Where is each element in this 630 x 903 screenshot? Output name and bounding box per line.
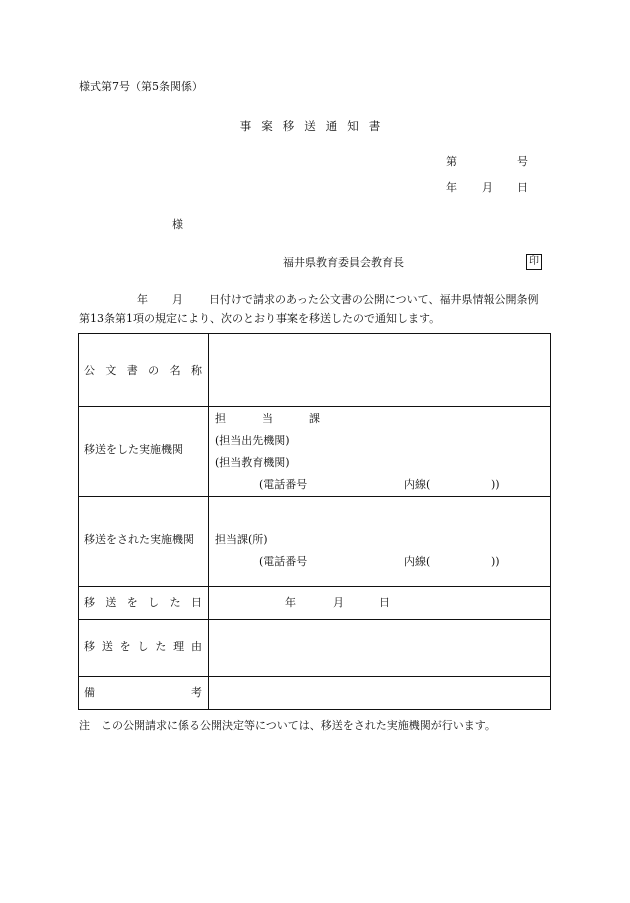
recipient-suffix: 様 bbox=[172, 218, 183, 231]
reference-go: 号 bbox=[517, 155, 528, 168]
closing-paren-2: )) bbox=[491, 555, 500, 568]
transfer-date-month: 月 bbox=[333, 596, 344, 609]
label-remarks: 備 考 bbox=[84, 686, 202, 699]
reference-dai: 第 bbox=[446, 155, 457, 168]
issuer-name: 福井県教育委員会教育長 bbox=[283, 256, 404, 269]
label-transferring-agency: 移送をした実施機関 bbox=[84, 443, 183, 456]
transfer-date-year: 年 bbox=[285, 596, 296, 609]
label-document-name: 公 文 書 の 名 称 bbox=[84, 364, 202, 377]
date-year: 年 bbox=[446, 181, 457, 194]
closing-paren-1: )) bbox=[491, 478, 500, 491]
tantou-ka: 担 当 課 bbox=[215, 412, 320, 425]
document-title: 事案移送通知書 bbox=[239, 119, 391, 133]
seal-mark: 印 bbox=[526, 254, 542, 270]
label-transfer-reason: 移 送 を し た 理 由 bbox=[84, 640, 202, 653]
table-row-divider bbox=[79, 496, 550, 497]
transfer-table bbox=[78, 333, 551, 710]
tantou-ka-sho: 担当課(所) bbox=[215, 533, 268, 546]
table-row-divider bbox=[79, 586, 550, 587]
table-column-divider bbox=[208, 334, 209, 709]
phone-label-1: (電話番号 bbox=[259, 478, 308, 491]
extension-label-1: 内線( bbox=[404, 478, 431, 491]
dept-education: (担当教育機関) bbox=[215, 456, 290, 469]
table-row-divider bbox=[79, 619, 550, 620]
table-row-divider bbox=[79, 676, 550, 677]
dept-branch: (担当出先機関) bbox=[215, 434, 290, 447]
phone-label-2: (電話番号 bbox=[259, 555, 308, 568]
table-row-divider bbox=[79, 406, 550, 407]
footnote: 注 この公開請求に係る公開決定等については、移送をされた実施機関が行います。 bbox=[79, 719, 496, 732]
body-line-2: 第13条第1項の規定により、次のとおり事案を移送したので通知します。 bbox=[79, 312, 441, 325]
extension-label-2: 内線( bbox=[404, 555, 431, 568]
label-transfer-date: 移 送 を し た 日 bbox=[84, 596, 202, 609]
transfer-date-day: 日 bbox=[379, 596, 390, 609]
form-number: 様式第7号（第5条関係） bbox=[79, 80, 203, 93]
date-month: 月 bbox=[482, 181, 493, 194]
date-day: 日 bbox=[517, 181, 528, 194]
body-year: 年 bbox=[137, 293, 148, 306]
label-receiving-agency: 移送をされた実施機関 bbox=[84, 533, 194, 546]
body-month: 月 bbox=[172, 293, 183, 306]
body-line-1-text: 日付けで請求のあった公文書の公開について、福井県情報公開条例 bbox=[209, 293, 539, 306]
